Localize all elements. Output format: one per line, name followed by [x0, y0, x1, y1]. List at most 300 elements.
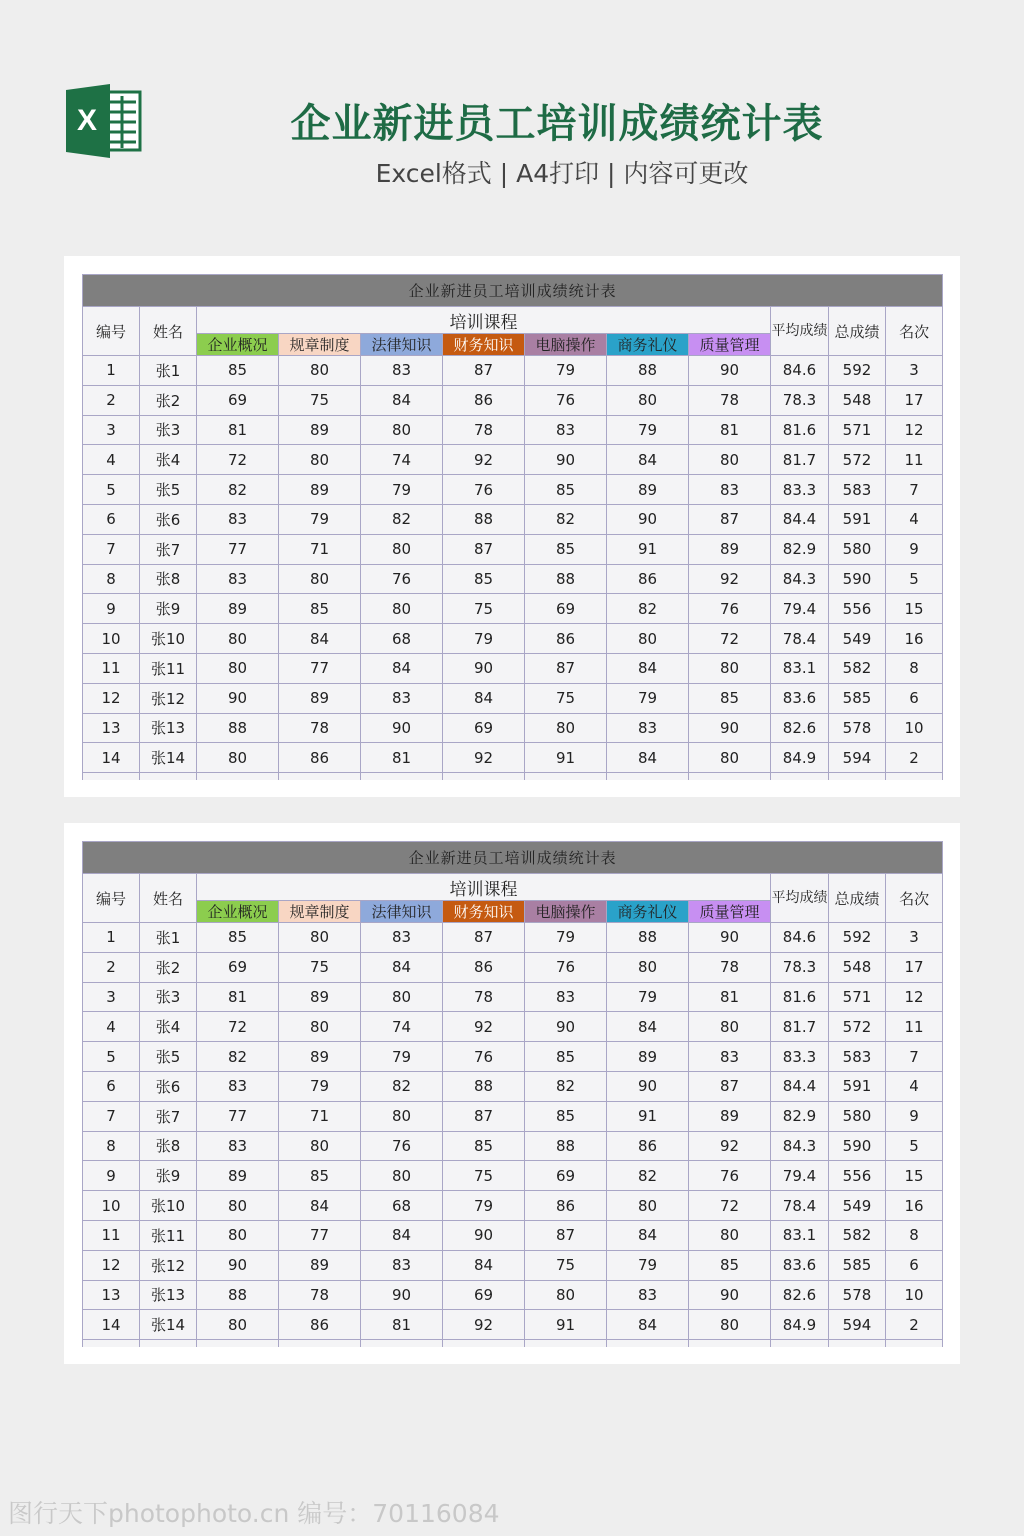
table-row: [83, 415, 943, 445]
cell-score: 82: [525, 1071, 607, 1101]
sheet-preview-1: [64, 256, 960, 797]
cell-id: 5: [83, 1042, 140, 1072]
cell-score: 80: [607, 1191, 689, 1221]
cell-total: 572: [829, 445, 886, 475]
cell-score: 78: [443, 415, 525, 445]
course-header: 商务礼仪: [607, 901, 689, 923]
cell-avg: 83.6: [771, 683, 829, 713]
cell-score: 85: [197, 923, 279, 953]
cell-id: 5: [83, 475, 140, 505]
cell-score: 84: [607, 653, 689, 683]
cell-empty: [361, 773, 443, 780]
cell-id: 14: [83, 743, 140, 773]
cell-score: 69: [197, 952, 279, 982]
cell-rank: 8: [886, 653, 943, 683]
cell-avg: 79.4: [771, 1161, 829, 1191]
cell-score: 84: [279, 1191, 361, 1221]
cell-score: 90: [443, 653, 525, 683]
cell-rank: 9: [886, 1101, 943, 1131]
cell-score: 72: [197, 1012, 279, 1042]
table-row: [83, 952, 943, 982]
cell-name: 张8: [140, 564, 197, 594]
cell-score: 72: [689, 624, 771, 654]
cell-rank: 4: [886, 504, 943, 534]
cell-total: 592: [829, 356, 886, 386]
cell-empty: [83, 773, 140, 780]
cell-score: 80: [607, 952, 689, 982]
col-header-id: 编号: [83, 874, 140, 923]
col-header-avg: 平均成绩: [771, 307, 829, 356]
cell-name: 张12: [140, 1250, 197, 1280]
cell-score: 90: [689, 1280, 771, 1310]
table-row: [83, 385, 943, 415]
cell-empty: [197, 1340, 279, 1347]
cell-score: 82: [197, 1042, 279, 1072]
cell-rank: 10: [886, 713, 943, 743]
cell-empty: [140, 773, 197, 780]
table-row: [83, 594, 943, 624]
cell-empty: [197, 773, 279, 780]
cell-avg: 84.9: [771, 743, 829, 773]
cell-total: 583: [829, 1042, 886, 1072]
cell-empty: [525, 773, 607, 780]
cell-score: 85: [525, 1101, 607, 1131]
cell-id: 12: [83, 1250, 140, 1280]
cell-score: 75: [443, 1161, 525, 1191]
cell-avg: 81.6: [771, 415, 829, 445]
cell-score: 76: [689, 594, 771, 624]
cell-score: 87: [525, 1220, 607, 1250]
cell-score: 86: [607, 564, 689, 594]
cell-total: 594: [829, 1310, 886, 1340]
cell-rank: 12: [886, 415, 943, 445]
cell-score: 80: [279, 1131, 361, 1161]
cell-name: 张6: [140, 1071, 197, 1101]
cell-name: 张3: [140, 415, 197, 445]
cell-id: 13: [83, 713, 140, 743]
cell-id: 14: [83, 1310, 140, 1340]
cell-rank: 16: [886, 1191, 943, 1221]
cell-score: 76: [443, 475, 525, 505]
cell-rank: 3: [886, 923, 943, 953]
table-row: [83, 713, 943, 743]
cell-score: 84: [607, 1310, 689, 1340]
cell-score: 85: [525, 1042, 607, 1072]
course-header: 企业概况: [197, 334, 279, 356]
course-header: 商务礼仪: [607, 334, 689, 356]
cell-empty: [771, 1340, 829, 1347]
cell-id: 10: [83, 624, 140, 654]
cell-avg: 81.7: [771, 445, 829, 475]
cell-empty: [83, 1340, 140, 1347]
cell-score: 88: [197, 713, 279, 743]
col-header-avg: 平均成绩: [771, 874, 829, 923]
cell-total: 580: [829, 1101, 886, 1131]
cell-score: 76: [689, 1161, 771, 1191]
cell-score: 91: [607, 534, 689, 564]
cell-score: 88: [607, 356, 689, 386]
cell-rank: 11: [886, 1012, 943, 1042]
cell-score: 81: [689, 982, 771, 1012]
cell-rank: 2: [886, 743, 943, 773]
cell-score: 87: [525, 653, 607, 683]
table-row: [83, 356, 943, 386]
cell-total: 591: [829, 504, 886, 534]
cell-score: 83: [361, 356, 443, 386]
cell-score: 84: [443, 683, 525, 713]
cell-id: 8: [83, 564, 140, 594]
cell-score: 68: [361, 624, 443, 654]
col-header-rank: 名次: [886, 307, 943, 356]
cell-rank: 8: [886, 1220, 943, 1250]
cell-empty: [829, 773, 886, 780]
cell-name: 张3: [140, 982, 197, 1012]
cell-score: 85: [279, 594, 361, 624]
cell-score: 92: [443, 445, 525, 475]
cell-score: 77: [197, 534, 279, 564]
page-subtitle: Excel格式 | A4打印 | 内容可更改: [375, 159, 749, 188]
cell-score: 80: [689, 743, 771, 773]
cell-score: 75: [443, 594, 525, 624]
cell-score: 90: [689, 713, 771, 743]
cell-score: 88: [197, 1280, 279, 1310]
cell-score: 79: [607, 683, 689, 713]
cell-id: 12: [83, 683, 140, 713]
cell-score: 84: [361, 653, 443, 683]
cell-empty: [443, 1340, 525, 1347]
cell-score: 86: [525, 1191, 607, 1221]
cell-score: 80: [361, 534, 443, 564]
cell-score: 82: [361, 504, 443, 534]
cell-total: 578: [829, 1280, 886, 1310]
cell-score: 89: [279, 683, 361, 713]
cell-score: 71: [279, 534, 361, 564]
cell-rank: 7: [886, 475, 943, 505]
cell-score: 90: [197, 683, 279, 713]
cell-score: 69: [197, 385, 279, 415]
cell-rank: 6: [886, 1250, 943, 1280]
table-row: [83, 504, 943, 534]
cell-score: 68: [361, 1191, 443, 1221]
cell-id: 11: [83, 653, 140, 683]
course-header: 电脑操作: [525, 901, 607, 923]
cell-score: 83: [361, 1250, 443, 1280]
cell-score: 79: [361, 1042, 443, 1072]
score-table: [82, 841, 943, 1347]
cell-total: 592: [829, 923, 886, 953]
cell-name: 张5: [140, 475, 197, 505]
cell-avg: 81.6: [771, 982, 829, 1012]
cell-score: 89: [279, 982, 361, 1012]
cell-score: 69: [443, 1280, 525, 1310]
cell-name: 张8: [140, 1131, 197, 1161]
table-row: [83, 1220, 943, 1250]
cell-score: 80: [525, 1280, 607, 1310]
cell-total: 580: [829, 534, 886, 564]
score-table: [82, 274, 943, 780]
cell-avg: 84.4: [771, 1071, 829, 1101]
cell-score: 69: [525, 1161, 607, 1191]
cell-total: 571: [829, 982, 886, 1012]
cell-score: 91: [525, 1310, 607, 1340]
cell-score: 75: [279, 385, 361, 415]
cell-avg: 78.4: [771, 624, 829, 654]
cell-empty: [443, 773, 525, 780]
cell-id: 3: [83, 415, 140, 445]
cell-total: 591: [829, 1071, 886, 1101]
cell-total: 578: [829, 713, 886, 743]
cell-score: 80: [361, 594, 443, 624]
cell-score: 77: [279, 653, 361, 683]
cell-empty: [689, 1340, 771, 1347]
cell-score: 87: [443, 923, 525, 953]
cell-id: 6: [83, 504, 140, 534]
watermark: 图行天下photophoto.cn 编号：70116084: [8, 1499, 500, 1528]
cell-score: 76: [525, 952, 607, 982]
cell-name: 张2: [140, 952, 197, 982]
table-row: [83, 1042, 943, 1072]
col-header-courses: 培训课程: [197, 874, 771, 901]
cell-score: 86: [279, 1310, 361, 1340]
cell-score: 80: [525, 713, 607, 743]
cell-id: 10: [83, 1191, 140, 1221]
cell-score: 90: [361, 1280, 443, 1310]
cell-score: 90: [525, 1012, 607, 1042]
cell-score: 85: [197, 356, 279, 386]
cell-name: 张10: [140, 624, 197, 654]
cell-score: 81: [689, 415, 771, 445]
table-row: [83, 1191, 943, 1221]
cell-name: 张9: [140, 594, 197, 624]
cell-name: 张1: [140, 356, 197, 386]
cell-score: 91: [525, 743, 607, 773]
cell-score: 88: [443, 1071, 525, 1101]
cell-id: 4: [83, 1012, 140, 1042]
table-row: [83, 1250, 943, 1280]
cell-name: 张10: [140, 1191, 197, 1221]
cell-score: 87: [443, 356, 525, 386]
cell-rank: 10: [886, 1280, 943, 1310]
cell-score: 90: [689, 923, 771, 953]
cell-score: 78: [279, 1280, 361, 1310]
cell-id: 6: [83, 1071, 140, 1101]
cell-score: 89: [279, 1042, 361, 1072]
cell-rank: 12: [886, 982, 943, 1012]
table-row: [83, 1161, 943, 1191]
cell-avg: 79.4: [771, 594, 829, 624]
cell-score: 80: [279, 356, 361, 386]
cell-score: 80: [197, 743, 279, 773]
cell-name: 张1: [140, 923, 197, 953]
cell-score: 89: [607, 475, 689, 505]
cell-score: 84: [361, 1220, 443, 1250]
cell-total: 585: [829, 1250, 886, 1280]
cell-score: 87: [443, 534, 525, 564]
table-row: [83, 1101, 943, 1131]
cell-avg: 82.9: [771, 1101, 829, 1131]
cell-score: 90: [443, 1220, 525, 1250]
cell-score: 85: [689, 1250, 771, 1280]
cell-score: 80: [279, 1012, 361, 1042]
cell-score: 85: [443, 564, 525, 594]
cell-avg: 84.6: [771, 923, 829, 953]
cell-score: 79: [525, 356, 607, 386]
cell-score: 89: [279, 1250, 361, 1280]
cell-score: 83: [607, 713, 689, 743]
cell-avg: 83.3: [771, 475, 829, 505]
cell-empty: [607, 1340, 689, 1347]
cell-empty: [140, 1340, 197, 1347]
cell-score: 80: [361, 1161, 443, 1191]
course-header: 电脑操作: [525, 334, 607, 356]
course-header: 财务知识: [443, 901, 525, 923]
cell-total: 594: [829, 743, 886, 773]
table-row: [83, 1071, 943, 1101]
cell-score: 86: [607, 1131, 689, 1161]
cell-rank: 5: [886, 564, 943, 594]
cell-score: 88: [443, 504, 525, 534]
table-row: [83, 445, 943, 475]
table-row: [83, 564, 943, 594]
cell-score: 79: [607, 415, 689, 445]
cell-score: 90: [607, 504, 689, 534]
cell-score: 83: [525, 415, 607, 445]
col-header-total: 总成绩: [829, 307, 886, 356]
cell-score: 82: [361, 1071, 443, 1101]
cell-score: 83: [361, 923, 443, 953]
cell-score: 83: [689, 475, 771, 505]
cell-score: 80: [361, 982, 443, 1012]
cell-score: 82: [197, 475, 279, 505]
cell-id: 4: [83, 445, 140, 475]
cell-score: 80: [197, 1191, 279, 1221]
cell-score: 78: [689, 952, 771, 982]
cell-avg: 84.9: [771, 1310, 829, 1340]
cell-empty: [689, 773, 771, 780]
col-header-rank: 名次: [886, 874, 943, 923]
cell-score: 82: [607, 594, 689, 624]
cell-score: 76: [525, 385, 607, 415]
cell-score: 89: [197, 594, 279, 624]
cell-score: 82: [607, 1161, 689, 1191]
cell-rank: 17: [886, 385, 943, 415]
cell-rank: 2: [886, 1310, 943, 1340]
cell-score: 90: [607, 1071, 689, 1101]
cell-score: 85: [279, 1161, 361, 1191]
cell-score: 79: [443, 624, 525, 654]
cell-score: 75: [525, 1250, 607, 1280]
cell-score: 85: [525, 534, 607, 564]
table-row: [83, 1310, 943, 1340]
cell-score: 79: [525, 923, 607, 953]
table-row: [83, 683, 943, 713]
cell-score: 84: [443, 1250, 525, 1280]
cell-rank: 7: [886, 1042, 943, 1072]
excel-logo-letter: X: [76, 104, 98, 137]
cell-score: 75: [279, 952, 361, 982]
cell-empty: [829, 1340, 886, 1347]
course-header: 财务知识: [443, 334, 525, 356]
cell-total: 549: [829, 624, 886, 654]
cell-empty: [279, 1340, 361, 1347]
cell-avg: 83.6: [771, 1250, 829, 1280]
cell-total: 572: [829, 1012, 886, 1042]
col-header-total: 总成绩: [829, 874, 886, 923]
cell-name: 张4: [140, 1012, 197, 1042]
cell-score: 83: [361, 683, 443, 713]
course-header: 质量管理: [689, 901, 771, 923]
cell-name: 张7: [140, 534, 197, 564]
cell-score: 85: [525, 475, 607, 505]
cell-total: 585: [829, 683, 886, 713]
cell-score: 80: [197, 1310, 279, 1340]
cell-total: 556: [829, 594, 886, 624]
cell-score: 84: [607, 1012, 689, 1042]
cell-score: 80: [689, 1012, 771, 1042]
table-row: [83, 1280, 943, 1310]
cell-score: 69: [443, 713, 525, 743]
cell-total: 590: [829, 564, 886, 594]
cell-id: 9: [83, 594, 140, 624]
cell-score: 84: [607, 743, 689, 773]
cell-name: 张11: [140, 653, 197, 683]
col-header-courses: 培训课程: [197, 307, 771, 334]
table-body: [83, 356, 943, 780]
cell-score: 83: [197, 504, 279, 534]
cell-rank: 16: [886, 624, 943, 654]
cell-rank: 6: [886, 683, 943, 713]
cell-total: 582: [829, 653, 886, 683]
cell-score: 79: [279, 1071, 361, 1101]
cell-score: 84: [607, 1220, 689, 1250]
cell-score: 86: [279, 743, 361, 773]
cell-score: 80: [689, 445, 771, 475]
cell-score: 78: [279, 713, 361, 743]
cell-rank: 4: [886, 1071, 943, 1101]
cell-empty: [525, 1340, 607, 1347]
cell-empty: [886, 1340, 943, 1347]
cell-score: 83: [197, 1071, 279, 1101]
cell-score: 80: [197, 653, 279, 683]
table-row: [83, 743, 943, 773]
cell-score: 86: [525, 624, 607, 654]
cell-score: 84: [361, 385, 443, 415]
cell-avg: 84.4: [771, 504, 829, 534]
cell-id: 8: [83, 1131, 140, 1161]
course-header: 规章制度: [279, 901, 361, 923]
cell-name: 张13: [140, 1280, 197, 1310]
cell-empty: [886, 773, 943, 780]
cell-name: 张14: [140, 1310, 197, 1340]
cell-score: 92: [689, 1131, 771, 1161]
table-row: [83, 475, 943, 505]
cell-name: 张13: [140, 713, 197, 743]
cell-empty: [279, 773, 361, 780]
cell-score: 77: [197, 1101, 279, 1131]
cell-score: 88: [525, 1131, 607, 1161]
cell-score: 84: [361, 952, 443, 982]
cell-rank: 11: [886, 445, 943, 475]
cell-name: 张4: [140, 445, 197, 475]
cell-name: 张11: [140, 1220, 197, 1250]
table-row: [83, 534, 943, 564]
table-row-cutoff: [83, 773, 943, 780]
table-row: [83, 982, 943, 1012]
cell-score: 80: [361, 415, 443, 445]
cell-id: 7: [83, 1101, 140, 1131]
cell-score: 90: [361, 713, 443, 743]
cell-score: 92: [443, 1310, 525, 1340]
